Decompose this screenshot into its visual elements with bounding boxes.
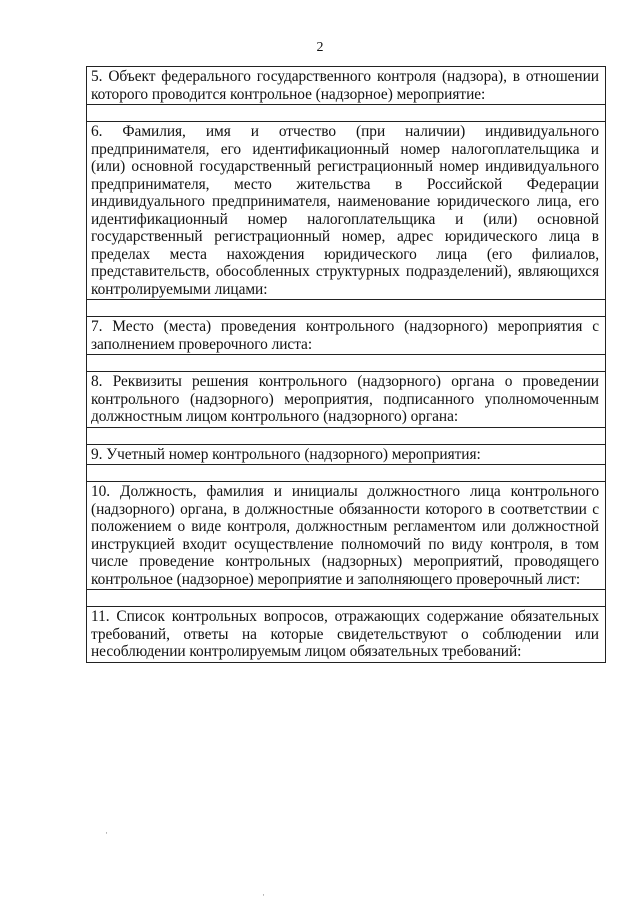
checklist-form	[86, 66, 606, 663]
field-9-label: 9. Учетный номер контрольного (надзорного) мероприятия:	[87, 445, 605, 466]
field-6-value[interactable]	[87, 300, 605, 317]
field-10-label: 10. Должность, фамилия и инициалы должностного лица контрольного (надзорного) органа, в должностные обязанности которого в соответствии с положением о виде контроля, должностным регламентом или должностной инструкцией входит осуществление полномочий по виду контроля, в том числе проведение контрольных (надзорных) мероприятий, проводящего контрольное (надзорное) мероприятие и заполняющего проверочный лист:	[87, 482, 605, 590]
field-7-label: 7. Место (места) проведения контрольного (надзорного) мероприятия с заполнением проверочного листа:	[87, 317, 605, 355]
field-7-value[interactable]	[87, 355, 605, 372]
field-10-value[interactable]	[87, 590, 605, 607]
page-number: 2	[316, 40, 324, 55]
field-5-value[interactable]	[87, 105, 605, 122]
scan-speck: ·	[105, 828, 108, 838]
field-8-value[interactable]	[87, 428, 605, 445]
field-5-label: 5. Объект федерального государственного контроля (надзора), в отношении которого проводится контрольное (надзорное) мероприятие:	[87, 67, 605, 105]
scan-speck: ·	[262, 890, 265, 900]
field-6-label: 6. Фамилия, имя и отчество (при наличии) индивидуального предпринимателя, его идентификационный номер налогоплательщика и (или) основной государственный регистрационный номер индивидуального предпринимателя, место жительства в Российской Федерации индивидуального предпринимателя, наименование юридического лица, его идентификационный номер налогоплательщика и (или) основной государственный регистрационный номер, адрес юридического лица в пределах места нахождения юридического лица (его филиалов, представительств, обособленных структурных подразделений), являющихся контролируемыми лицами:	[87, 122, 605, 300]
field-8-label: 8. Реквизиты решения контрольного (надзорного) органа о проведении контрольного (надзорного) мероприятия, подписанного уполномоченным должностным лицом контрольного (надзорного) органа:	[87, 372, 605, 428]
field-9-value[interactable]	[87, 465, 605, 482]
field-11-label: 11. Список контрольных вопросов, отражающих содержание обязательных требований, ответы на которые свидетельствуют о соблюдении или несоблюдении контролируемым лицом обязательных требований:	[91, 608, 599, 660]
